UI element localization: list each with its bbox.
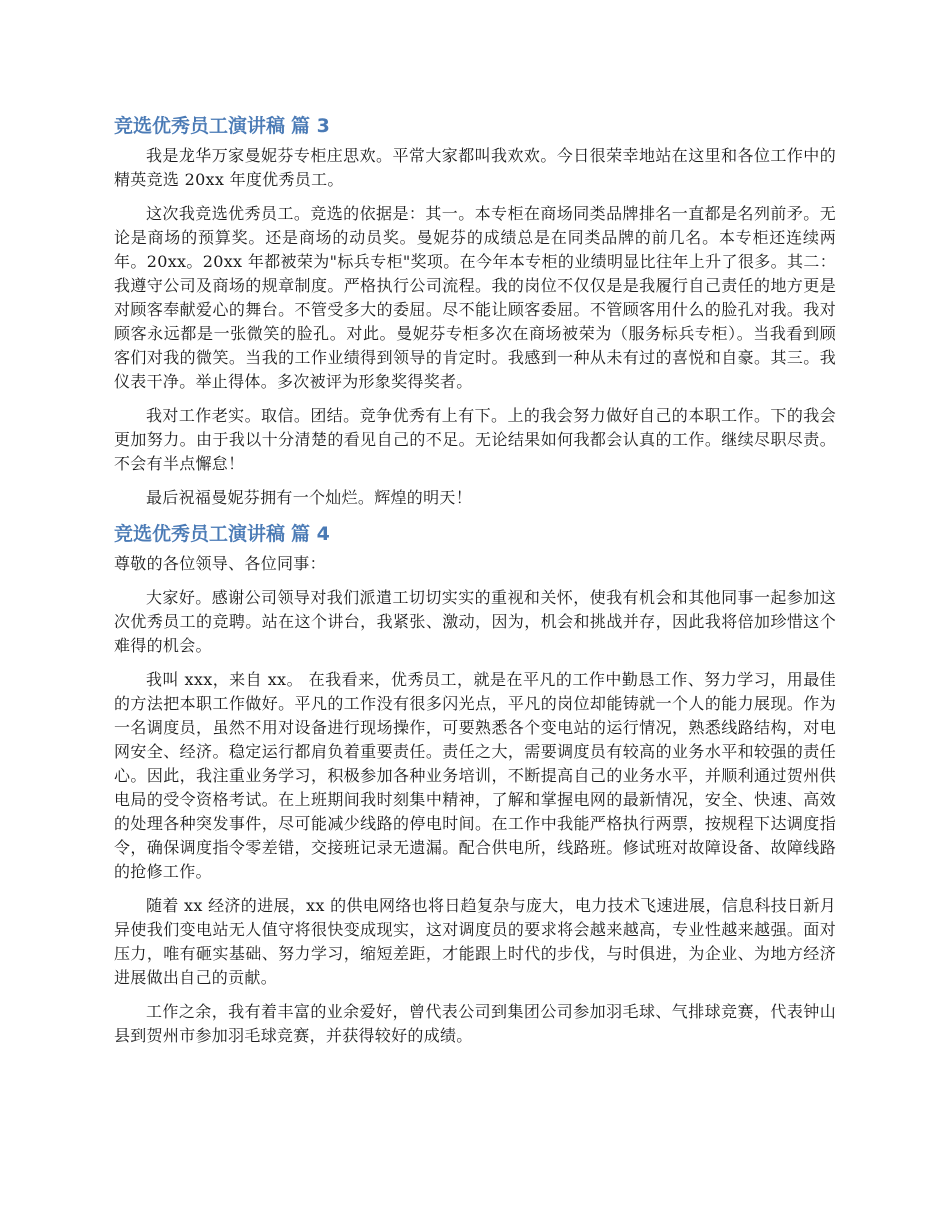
heading-part-number: 篇 4 [291, 523, 330, 545]
paragraph: 我对工作老实。取信。团结。竞争优秀有上有下。上的我会努力做好自己的本职工作。下的我会更加努力。由于我以十分清楚的看见自己的不足。无论结果如何我都会认真的工作。继续尽职尽责。不会有半点懈怠！ [114, 406, 836, 473]
salutation: 尊敬的各位领导、各位同事： [114, 554, 326, 573]
section-heading [114, 520, 836, 548]
paragraph: 我叫 xxx，来自 xx。 在我看来，优秀员工，就是在平凡的工作中勤恳工作、努力学习，用最佳的方法把本职工作做好。平凡的工作没有很多闪光点，平凡的岗位却能铸就一个人的能力展现。作为一名调度员，虽然不用对设备进行现场操作，可要熟悉各个变电站的运行情况，熟悉线路结构，对电网安全、经济。稳定运行都肩负着重要责任。责任之大，需要调度员有较高的业务水平和较强的责任心。因此，我注重业务学习，积极参加各种业务培训，不断提高自己的业务水平，并顺利通过贺州供电局的受令资格考试。在上班期间我时刻集中精神，了解和掌握电网的最新情况，安全、快速、高效的处理各种突发事件，尽可能减少线路的停电时间。在工作中我能严格执行两票，按规程下达调度指令，确保调度指令零差错，交接班记录无遗漏。配合供电所，线路班。修试班对故障设备、故障线路的抢修工作。 [114, 670, 836, 881]
section-part-3 [114, 112, 836, 510]
section-part-4 [114, 520, 836, 1048]
section-heading [114, 112, 836, 140]
heading-title: 竞选优秀员工演讲稿 [114, 523, 286, 545]
paragraph: 我是龙华万家曼妮芬专柜庄思欢。平常大家都叫我欢欢。今日很荣幸地站在这里和各位工作中的精英竞选 20xx 年度优秀员工。 [114, 146, 836, 189]
paragraph: 最后祝福曼妮芬拥有一个灿烂。辉煌的明天！ [146, 488, 473, 507]
heading-title: 竞选优秀员工演讲稿 [114, 115, 286, 137]
paragraph: 工作之余，我有着丰富的业余爱好，曾代表公司到集团公司参加羽毛球、气排球竞赛，代表钟山县到贺州市参加羽毛球竞赛，并获得较好的成绩。 [114, 1002, 836, 1045]
paragraph: 这次我竞选优秀员工。竞选的依据是：其一。本专柜在商场同类品牌排名一直都是名列前矛。无论是商场的预算奖。还是商场的动员奖。曼妮芬的成绩总是在同类品牌的前几名。本专柜还连续两年。20xx。20xx 年都被荣为"标兵专柜"奖项。在今年本专柜的业绩明显比往年上升了很多。其二：我遵守公司及商场的规章制度。严格执行公司流程。我的岗位不仅仅是是我履行自己责任的地方更是对顾客奉献爱心的舞台。不管受多大的委屈。尽不能让顾客委屈。不管顾客用什么的脸孔对我。我对顾客永远都是一张微笑的脸孔。对此。曼妮芬专柜多次在商场被荣为（服务标兵专柜）。当我看到顾客们对我的微笑。当我的工作业绩得到领导的肯定时。我感到一种从未有过的喜悦和自豪。其三。我仪表干净。举止得体。多次被评为形象奖得奖者。 [114, 204, 836, 391]
document-page [114, 112, 836, 1058]
paragraph: 随着 xx 经济的进展，xx 的供电网络也将日趋复杂与庞大，电力技术飞速进展，信息科技日新月异使我们变电站无人值守将很快变成现实，这对调度员的要求将会越来越高，专业性越来越强。面对压力，唯有砸实基础、努力学习，缩短差距，才能跟上时代的步伐，与时俱进，为企业、为地方经济进展做出自己的贡献。 [114, 896, 836, 987]
paragraph: 大家好。感谢公司领导对我们派遣工切切实实的重视和关怀，使我有机会和其他同事一起参加这次优秀员工的竞聘。站在这个讲台，我紧张、激动，因为，机会和挑战并存，因此我将倍加珍惜这个难得的机会。 [114, 588, 836, 655]
heading-part-number: 篇 3 [291, 115, 330, 137]
